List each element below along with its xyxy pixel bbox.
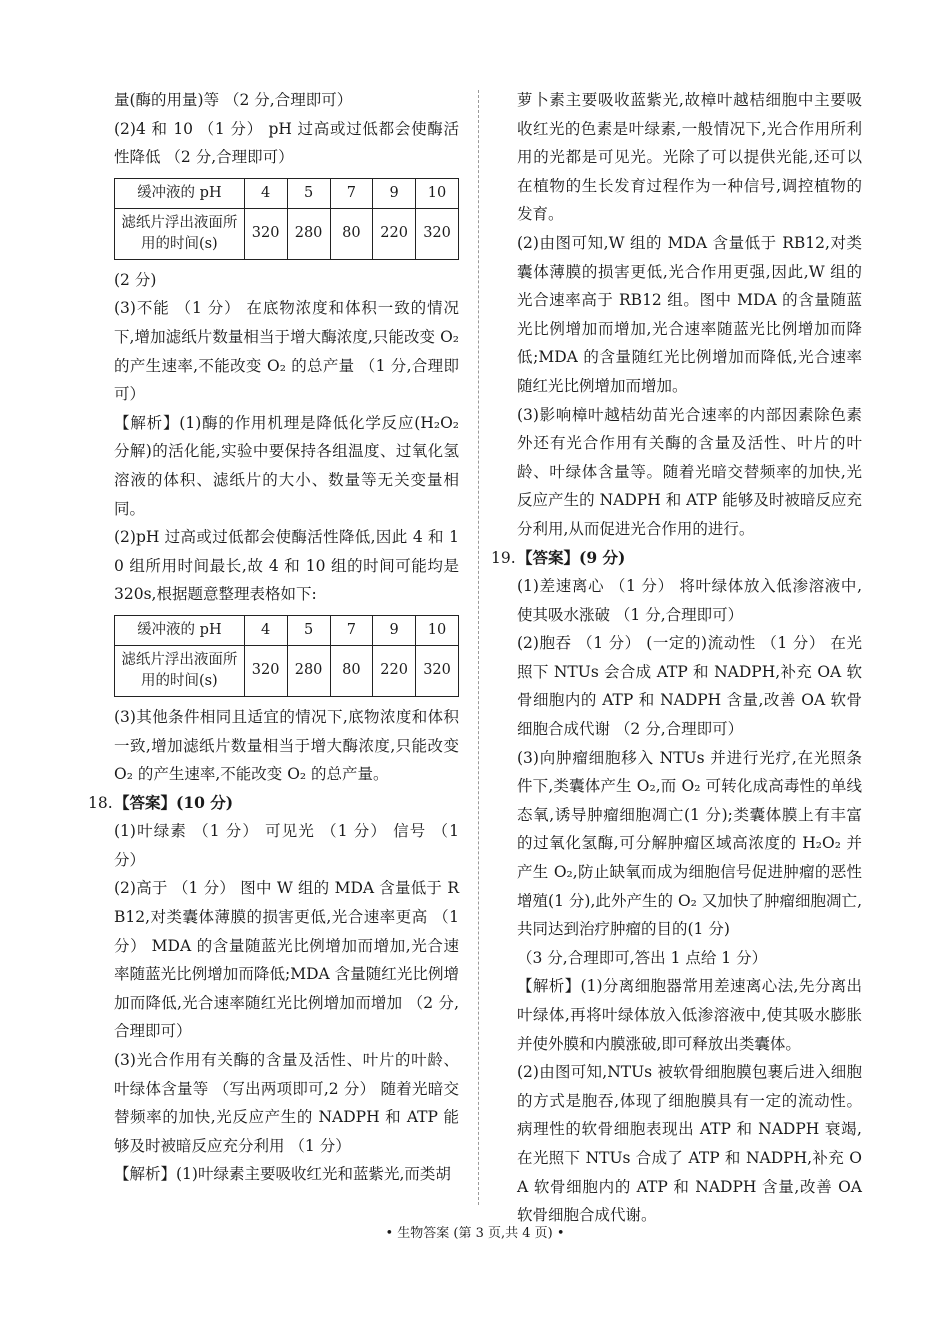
answer-heading: 【答案】(10 分): [114, 792, 234, 812]
answer-text: （3 分,合理即可,答出 1 点给 1 分）: [517, 948, 768, 967]
table-cell: 280: [287, 208, 330, 259]
page-footer: • 生物答案 (第 3 页,共 4 页) •: [385, 1226, 565, 1241]
table-row: [115, 178, 459, 208]
table-cell: 9: [373, 615, 416, 645]
question-number: 19.: [491, 548, 516, 567]
table-cell: 缓冲液的 pH: [115, 615, 245, 645]
right-column: [491, 86, 862, 1230]
question-19: [491, 544, 862, 573]
table-cell: 80: [330, 208, 373, 259]
answer-text: (3)向肿瘤细胞移入 NTUs 并进行光疗,在光照条件下,类囊体产生 O₂,而 O₂ 可转化成高毒性的单线态氧,诱导肿瘤细胞凋亡(1 分);类囊体膜上有丰富的过氧化氢酶,可分解肿瘤区域高浓度的 H₂O₂ 并产生 O₂,防止缺氧而成为细胞信号促进肿瘤的恶性增殖(1 分),此外产生的 O₂ 又加快了肿瘤细胞凋亡,共同达到治疗肿瘤的目的(1 分): [517, 748, 862, 939]
analysis-text: 【解析】(1)分离细胞器常用差速离心法,先分离出叶绿体,再将叶绿体放入低渗溶液中,使其吸水膨胀并使外膜和内膜涨破,即可释放出类囊体。: [517, 977, 862, 1053]
table-cell: 220: [373, 208, 416, 259]
table-cell: 7: [330, 178, 373, 208]
answer-heading: 【答案】(9 分): [517, 547, 626, 567]
answer-text: (1)叶绿素 （1 分） 可见光 （1 分） 信号 （1 分）: [114, 822, 459, 869]
left-column: [88, 86, 459, 1189]
table-row: [115, 208, 459, 259]
answer-text: (2)高于 （1 分） 图中 W 组的 MDA 含量低于 RB12,对类囊体薄膜的损害更低,光合速率更高 （1 分） MDA 的含量随蓝光比例增加而增加,光合速率随蓝光比例增加而降低;MDA 含量随红光比例增加而降低,光合速率随红光比例增加而增加 （2 分,合理即可）: [114, 879, 459, 1041]
table-cell: 220: [373, 645, 416, 696]
analysis-text: (2)pH 过高或过低都会使酶活性降低,因此 4 和 10 组所用时间最长,故 4 和 10 组的时间可能均是 320s,根据题意整理表格如下:: [114, 528, 459, 604]
table-cell: 滤纸片浮出液面所用的时间(s): [115, 645, 245, 696]
table-cell: 5: [287, 615, 330, 645]
answer-text: 量(酶的用量)等 （2 分,合理即可）: [114, 91, 353, 109]
table-cell: 缓冲液的 pH: [115, 178, 245, 208]
analysis-text: (2)由图可知,NTUs 被软骨细胞膜包裹后进入细胞的方式是胞吞,体现了细胞膜具有一定的流动性。病理性的软骨细胞表现出 ATP 和 NADPH 衰竭,在光照下 NTUs 合成了 ATP 和 NADPH,补充 OA 软骨细胞内的 ATP 和 NADPH 含量,改善 OA 软骨细胞合成代谢。: [517, 1063, 862, 1225]
analysis-text: (3)影响樟叶越桔幼苗光合速率的内部因素除色素外还有光合作用有关酶的含量及活性、叶片的叶龄、叶绿体含量等。随着光暗交替频率的加快,光反应产生的 NADPH 和 ATP 能够及时被暗反应充分利用,从而促进光合作用的进行。: [517, 405, 862, 538]
answer-text: (1)差速离心 （1 分） 将叶绿体放入低渗溶液中,使其吸水涨破 （1 分,合理即可）: [517, 577, 862, 624]
table-row: [115, 645, 459, 696]
table-cell: 9: [373, 178, 416, 208]
answer-text: (2)4 和 10 （1 分） pH 过高或过低都会使酶活性降低 （2 分,合理即可）: [114, 119, 459, 167]
question-18: [88, 789, 459, 818]
table-row: [115, 615, 459, 645]
table-cell: 4: [244, 615, 287, 645]
table-cell: 10: [416, 615, 459, 645]
table-cell: 320: [244, 208, 287, 259]
answer-text: (2)胞吞 （1 分） (一定的)流动性 （1 分） 在光照下 NTUs 会合成 ATP 和 NADPH,补充 OA 软骨细胞内的 ATP 和 NADPH 含量,改善 OA 软骨细胞合成代谢 （2 分,合理即可）: [517, 634, 862, 739]
analysis-text: 萝卜素主要吸收蓝紫光,故樟叶越桔细胞中主要吸收红光的色素是叶绿素,一般情况下,光合作用所利用的光都是可见光。光除了可以提供光能,还可以在植物的生长发育过程作为一种信号,调控植物的发育。: [517, 91, 862, 224]
analysis-text: (3)其他条件相同且适宜的情况下,底物浓度和体积一致,增加滤纸片数量相当于增大酶浓度,只能改变 O₂ 的产生速率,不能改变 O₂ 的总产量。: [114, 707, 459, 784]
analysis-text: 【解析】(1)酶的作用机理是降低化学反应(H₂O₂ 分解)的活化能,实验中要保持各组温度、过氧化氢溶液的体积、滤纸片的大小、数量等无关变量相同。: [114, 413, 459, 518]
answer-text: (3)不能 （1 分） 在底物浓度和体积一致的情况下,增加滤纸片数量相当于增大酶浓度,只能改变 O₂ 的产生速率,不能改变 O₂ 的总产量 （1 分,合理即可）: [114, 299, 459, 404]
table-cell: 320: [244, 645, 287, 696]
table-cell: 10: [416, 178, 459, 208]
ph-table-answer: [114, 178, 459, 260]
answer-text: (3)光合作用有关酶的含量及活性、叶片的叶龄、叶绿体含量等 （写出两项即可,2 分） 随着光暗交替频率的加快,光反应产生的 NADPH 和 ATP 能够及时被暗反应充分利用 （1 分）: [114, 1051, 459, 1155]
table-cell: 7: [330, 615, 373, 645]
question-number: 18.: [88, 793, 113, 812]
analysis-text: (2)由图可知,W 组的 MDA 含量低于 RB12,对类囊体薄膜的损害更低,光合作用更强,因此,W 组的光合速率高于 RB12 组。图中 MDA 的含量随蓝光比例增加而增加,光合速率随蓝光比例增加而降低;MDA 的含量随红光比例增加而降低,光合速率随红光比例增加而增加。: [517, 233, 862, 395]
answer-text: (2 分): [114, 270, 157, 289]
table-cell: 280: [287, 645, 330, 696]
table-cell: 4: [244, 178, 287, 208]
table-cell: 5: [287, 178, 330, 208]
table-cell: 80: [330, 645, 373, 696]
table-cell: 320: [416, 208, 459, 259]
ph-table-analysis: [114, 615, 459, 697]
table-cell: 滤纸片浮出液面所用的时间(s): [115, 208, 245, 259]
analysis-text: 【解析】(1)叶绿素主要吸收红光和蓝紫光,而类胡: [114, 1165, 451, 1184]
column-divider: [478, 90, 479, 1205]
table-cell: 320: [416, 645, 459, 696]
